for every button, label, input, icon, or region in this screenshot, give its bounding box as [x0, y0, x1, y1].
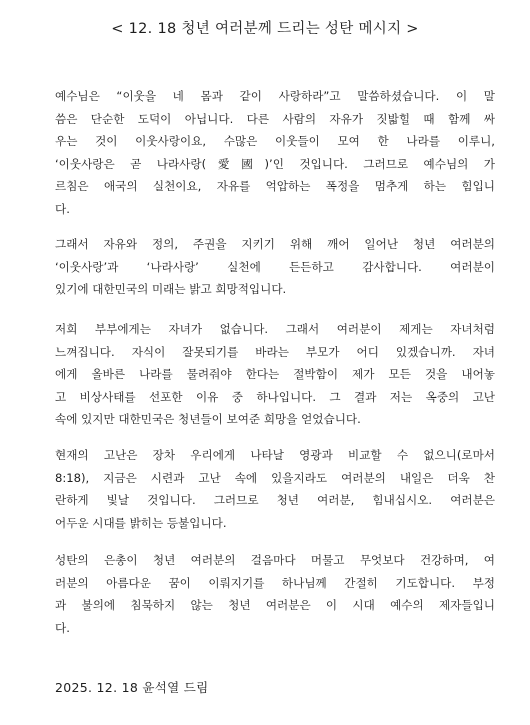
- paragraph-2: [55, 233, 495, 301]
- paragraph-1: [55, 85, 495, 221]
- text-line: 란하게 빛날 것입니다. 그러므로 청년 여러분, 힘내십시오. 여러분은: [55, 493, 495, 508]
- text-line: 르침은 애국의 실천이요, 자유를 억압하는 폭정을 멈추게 하는 힘입니: [55, 179, 495, 194]
- text-line: ‘이웃사랑은 곧 나라사랑(愛國)’인 것입니다. 그러므로 예수님의 가: [55, 156, 495, 171]
- text-line: 씀은 단순한 도덕이 아닙니다. 다른 사람의 자유가 짓밟힐 때 함께 싸: [55, 111, 495, 126]
- signature-date-line: 2025. 12. 18 윤석열 드림: [55, 680, 209, 695]
- text-line: 현재의 고난은 장차 우리에게 나타날 영광과 비교할 수 없으니(로마서: [55, 448, 495, 462]
- text-line: 우는 것이 이웃사랑이요, 수많은 이웃들이 모여 한 나라를 이루니,: [55, 134, 495, 149]
- text-line: 에게 올바른 나라를 물려줘야 한다는 절박함이 제가 모든 것을 내어놓: [55, 367, 495, 382]
- text-line: ‘이웃사랑’과 ‘나라사랑’ 실천에 든든하고 감사합니다. 여러분이: [55, 259, 495, 274]
- paragraph-5: [55, 549, 495, 639]
- text-line: 다.: [55, 201, 70, 216]
- text-line: 있기에 대한민국의 미래는 밝고 희망적입니다.: [55, 282, 287, 297]
- text-line: 그래서 자유와 정의, 주권을 지키기 위해 깨어 일어난 청년 여러분의: [55, 237, 495, 251]
- paragraph-4: [55, 444, 495, 534]
- text-line: 예수님은 “이웃을 네 몸과 같이 사랑하라”고 말씀하셨습니다. 이 말: [55, 89, 495, 103]
- text-line: 어두운 시대를 밝히는 등불입니다.: [55, 515, 227, 530]
- text-line: 성탄의 은총이 청년 여러분의 걸음마다 머물고 무엇보다 건강하며, 여: [55, 553, 495, 567]
- text-line: 느껴집니다. 자식이 잘못되기를 바라는 부모가 어디 있겠습니까. 자녀: [55, 344, 495, 359]
- text-line: 저희 부부에게는 자녀가 없습니다. 그래서 여러분이 제게는 자녀처럼: [55, 322, 495, 336]
- text-line: 속에 있지만 대한민국은 청년들이 보여준 희망을 얻었습니다.: [55, 412, 361, 427]
- text-line: 러분의 아름다운 꿈이 이뤄지기를 하나님께 간절히 기도합니다. 부정: [55, 575, 495, 590]
- paragraph-3: [55, 318, 495, 431]
- text-line: 고 비상사태를 선포한 이유 중 하나입니다. 그 결과 저는 옥중의 고난: [55, 389, 495, 404]
- text-line: 8:18), 지금은 시련과 고난 속에 있을지라도 여러분의 내일은 더욱 찬: [55, 470, 495, 485]
- text-line: 과 불의에 침묵하지 않는 청년 여러분은 이 시대 예수의 제자들입니: [55, 598, 495, 613]
- letter-title: < 12. 18 청년 여러분께 드리는 성탄 메시지 >: [111, 21, 419, 37]
- text-line: 다.: [55, 620, 70, 635]
